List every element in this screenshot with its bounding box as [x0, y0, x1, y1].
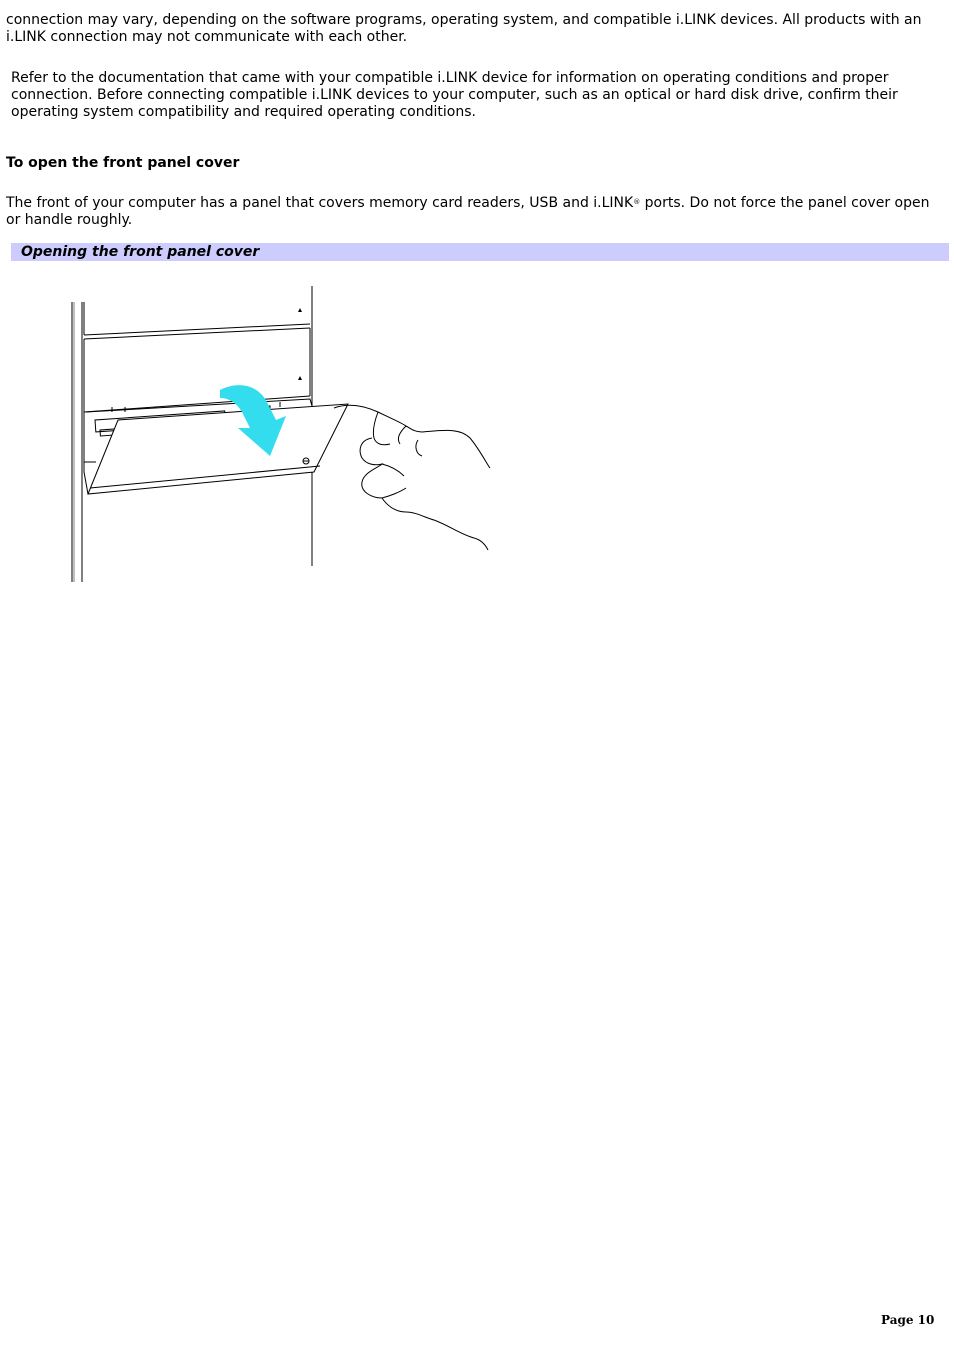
- hand: [334, 405, 490, 468]
- body-paragraph: [6, 194, 946, 229]
- registered-mark: ®: [633, 198, 641, 206]
- note-paragraph: Refer to the documentation that came with your compatible i.LINK device for information on operating conditions and proper connection. Before connecting compatible i.LINK devices to your computer, such as an optical or hard disk drive, confirm their operating system compatibility and required operating conditions.: [11, 70, 898, 120]
- body-text-after: ports. Do not force the panel cover open or handle roughly.: [6, 195, 930, 228]
- section-heading: To open the front panel cover: [6, 155, 240, 171]
- figure-caption: Opening the front panel cover: [21, 244, 260, 260]
- figure-caption-bar: [11, 243, 949, 261]
- body-text-before: The front of your computer has a panel that covers memory card readers, USB and i.LINK: [6, 195, 634, 211]
- intro-paragraph: connection may vary, depending on the software programs, operating system, and compatible i.LINK devices. All products with an i.LINK connection may not communicate with each other.: [6, 12, 922, 45]
- front-panel-illustration: [60, 280, 500, 590]
- page-number: Page 10: [881, 1313, 935, 1327]
